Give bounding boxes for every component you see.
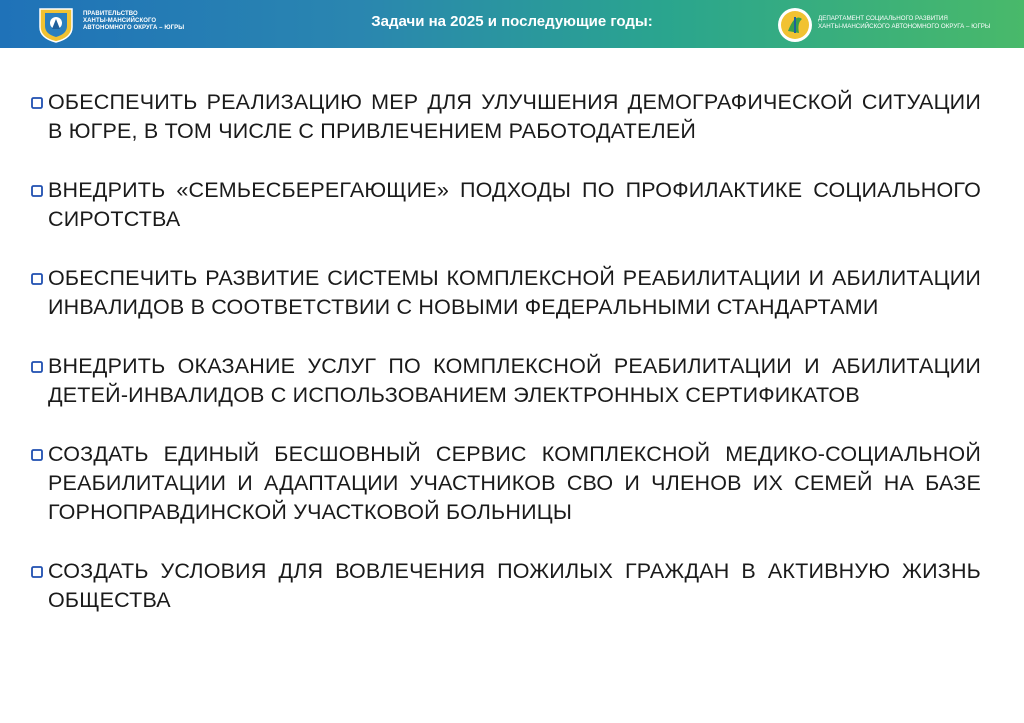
- square-checkbox-icon: [31, 449, 43, 461]
- slide-title: Задачи на 2025 и последующие годы:: [371, 13, 653, 30]
- square-checkbox-icon: [31, 361, 43, 373]
- task-text: ОБЕСПЕЧИТЬ РАЗВИТИЕ СИСТЕМЫ КОМПЛЕКСНОЙ РЕАБИЛИТАЦИИ И АБИЛИТАЦИИ ИНВАЛИДОВ В СООТВЕТСТВИИ С НОВЫМИ ФЕДЕРАЛЬНЫМИ СТАНДАРТАМИ: [48, 266, 981, 319]
- department-logo-icon: [777, 7, 813, 43]
- task-item: [28, 440, 981, 527]
- task-list: [28, 88, 981, 645]
- task-text: ОБЕСПЕЧИТЬ РЕАЛИЗАЦИЮ МЕР ДЛЯ УЛУЧШЕНИЯ ДЕМОГРАФИЧЕСКОЙ СИТУАЦИИ В ЮГРЕ, В ТОМ ЧИСЛЕ С ПРИВЛЕЧЕНИЕМ РАБОТОДАТЕЛЕЙ: [48, 90, 981, 143]
- department-name: ДЕПАРТАМЕНТ СОЦИАЛЬНОГО РАЗВИТИЯ ХАНТЫ-МАНСИЙСКОГО АВТОНОМНОГО ОКРУГА – ЮГРЫ: [818, 15, 991, 30]
- task-item: [28, 264, 981, 322]
- task-item: [28, 352, 981, 410]
- task-text: СОЗДАТЬ ЕДИНЫЙ БЕСШОВНЫЙ СЕРВИС КОМПЛЕКСНОЙ МЕДИКО-СОЦИАЛЬНОЙ РЕАБИЛИТАЦИИ И АДАПТАЦИИ УЧАСТНИКОВ СВО И ЧЛЕНОВ ИХ СЕМЕЙ НА БАЗЕ ГОРНОПРАВДИНСКОЙ УЧАСТКОВОЙ БОЛЬНИЦЫ: [48, 442, 981, 524]
- task-text: ВНЕДРИТЬ «СЕМЬЕСБЕРЕГАЮЩИЕ» ПОДХОДЫ ПО ПРОФИЛАКТИКЕ СОЦИАЛЬНОГО СИРОТСТВА: [48, 178, 981, 231]
- task-text: ВНЕДРИТЬ ОКАЗАНИЕ УСЛУГ ПО КОМПЛЕКСНОЙ РЕАБИЛИТАЦИИ И АБИЛИТАЦИИ ДЕТЕЙ-ИНВАЛИДОВ С ИСПОЛЬЗОВАНИЕМ ЭЛЕКТРОННЫХ СЕРТИФИКАТОВ: [48, 354, 981, 407]
- task-item: [28, 176, 981, 234]
- task-text: СОЗДАТЬ УСЛОВИЯ ДЛЯ ВОВЛЕЧЕНИЯ ПОЖИЛЫХ ГРАЖДАН В АКТИВНУЮ ЖИЗНЬ ОБЩЕСТВА: [48, 559, 981, 612]
- square-checkbox-icon: [31, 566, 43, 578]
- task-item: [28, 88, 981, 146]
- government-name: ПРАВИТЕЛЬСТВО ХАНТЫ-МАНСИЙСКОГО АВТОНОМНОГО ОКРУГА – ЮГРЫ: [83, 11, 185, 31]
- slide-header: [0, 0, 1024, 48]
- square-checkbox-icon: [31, 97, 43, 109]
- square-checkbox-icon: [31, 273, 43, 285]
- task-item: [28, 557, 981, 615]
- square-checkbox-icon: [31, 185, 43, 197]
